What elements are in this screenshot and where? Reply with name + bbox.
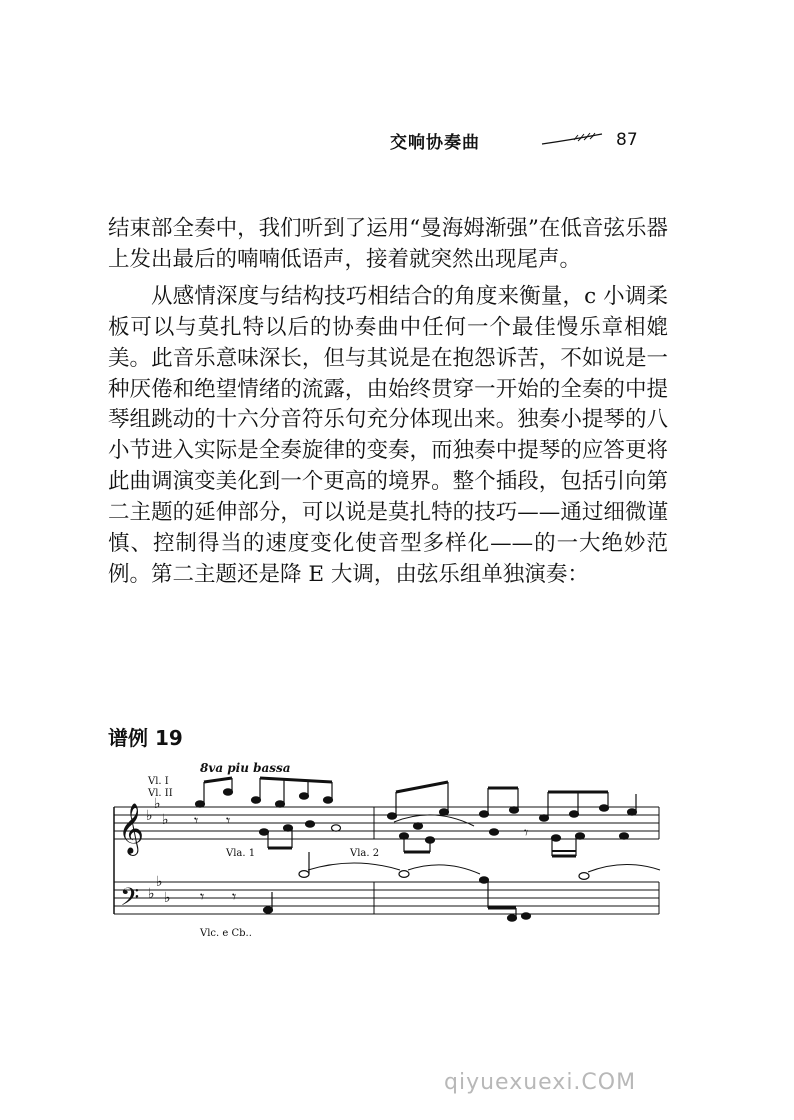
- paragraph: 结束部全奏中，我们听到了运用“曼海姆渐强”在低音弦乐器上发出最后的喃喃低语声，接着就突然出现尾声。: [108, 216, 668, 272]
- svg-text:𝄾: 𝄾: [524, 823, 529, 842]
- watermark: qiyuexuexi.COM: [444, 1070, 637, 1095]
- example-label: 谱例 19: [108, 726, 183, 750]
- staff-label-vla1: Vla. 1: [226, 848, 256, 859]
- tempo-marking: 8va piu bassa: [200, 761, 291, 775]
- svg-text:𝄾: 𝄾: [226, 811, 231, 830]
- paragraph: 从感情深度与结构技巧相结合的角度来衡量，c 小调柔板可以与莫扎特以后的协奏曲中任何一个最佳慢乐章相媲美。此音乐意味深长，但与其说是在抱怨诉苦，不如说是一种厌倦和绝望情绪的流露，由始终贯穿一开始的全奏的中提琴组跳动的十六分音符乐句充分体现出来。独奏小提琴的八小节进入实际是全奏旋律的变奏，而独奏中提琴的应答更将此曲调演变美化到一个更高的境界。整个插段，包括引向第二主题的延伸部分，可以说是莫扎特的技巧——通过细微谨慎、控制得当的速度变化使音型多样化——的一大绝妙范例。第二主题还是降 E 大调，由弦乐组单独演奏：: [108, 283, 668, 587]
- svg-text:♭: ♭: [146, 808, 153, 824]
- treble-clef-icon: 𝄞: [118, 803, 145, 854]
- music-score: [104, 752, 669, 942]
- running-title: 交响协奏曲: [390, 133, 480, 153]
- staff-label-vlc-cb: Vlc. e Cb..: [200, 928, 252, 939]
- svg-text:♭: ♭: [154, 796, 161, 812]
- staff-label-vl2: Vl. II: [148, 788, 173, 799]
- svg-text:𝄾: 𝄾: [200, 887, 205, 906]
- treble-notes: [196, 778, 637, 856]
- page-header: [390, 128, 650, 158]
- page-number: 87: [616, 130, 638, 150]
- svg-text:♭: ♭: [156, 874, 163, 890]
- bass-clef-icon: 𝄢: [120, 883, 140, 918]
- svg-text:𝄾: 𝄾: [232, 887, 237, 906]
- key-signature: [146, 796, 171, 906]
- svg-text:♭: ♭: [148, 886, 155, 902]
- bass-notes: [264, 852, 661, 921]
- svg-text:♭: ♭: [164, 890, 171, 906]
- svg-text:𝄾: 𝄾: [194, 811, 199, 830]
- body-text: [108, 214, 668, 591]
- staff-label-vl1: Vl. I: [148, 776, 169, 787]
- bass-staff: [114, 882, 659, 914]
- staff-label-vla2: Vla. 2: [350, 848, 380, 859]
- svg-text:♭: ♭: [162, 812, 169, 828]
- feather-ornament-icon: [540, 132, 604, 146]
